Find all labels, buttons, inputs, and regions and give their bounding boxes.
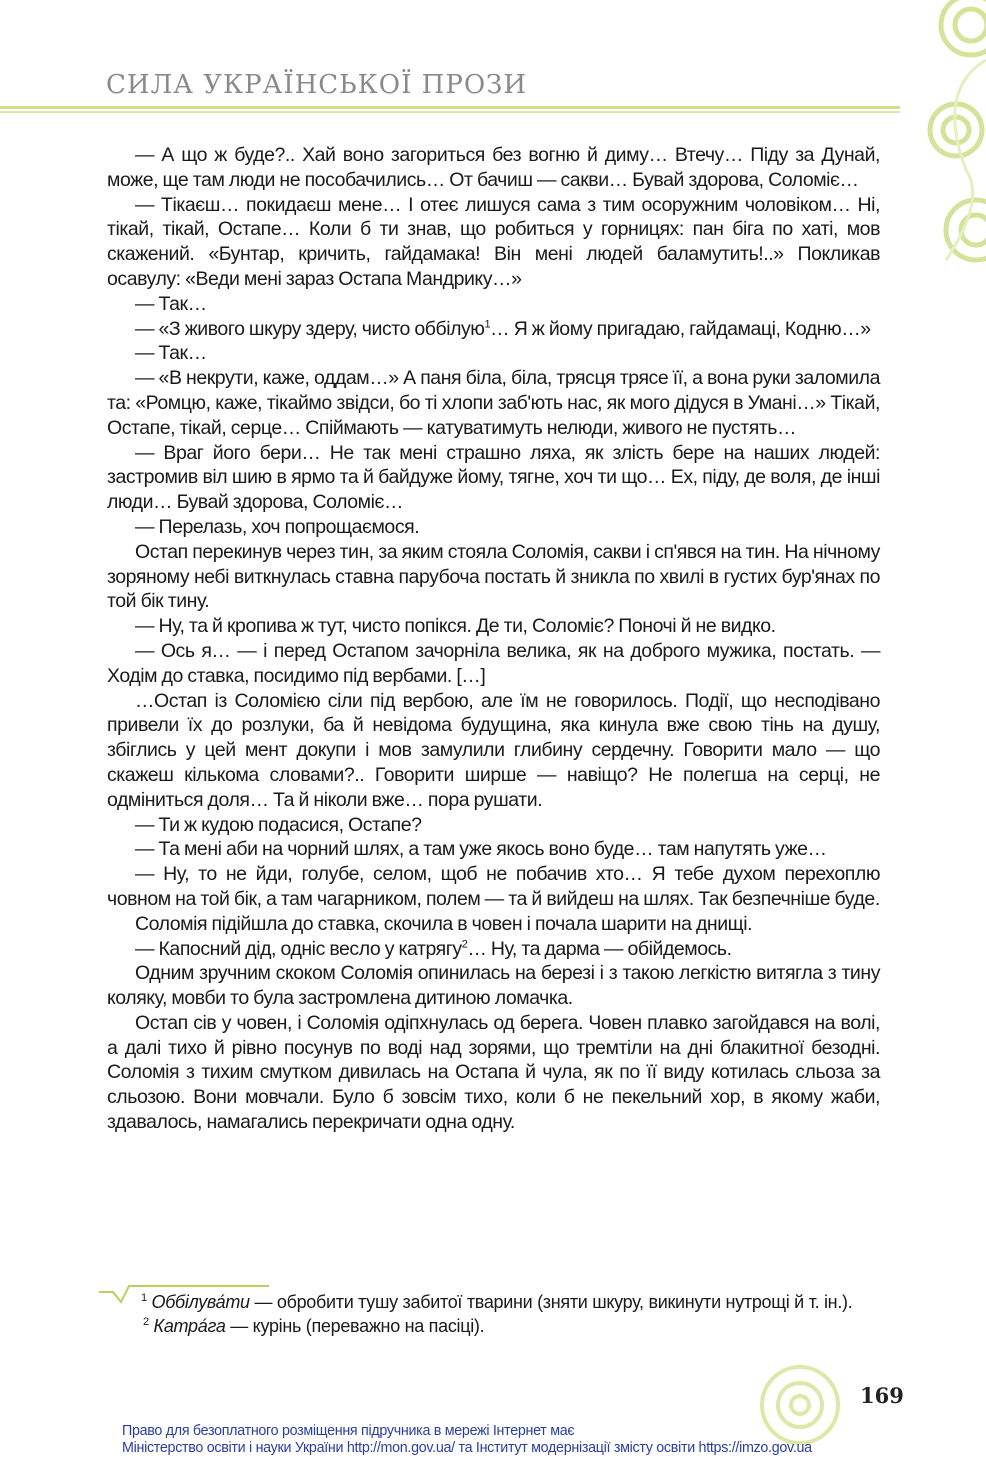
paragraph: [107, 639, 880, 689]
paragraph: [107, 937, 880, 962]
paragraph: [107, 1011, 880, 1135]
paragraph-text: — Так…: [135, 342, 207, 365]
license-notice: [122, 1423, 812, 1457]
paragraph-text: … Я ж йому пригадаю, гайдамаці, Кодню…»: [490, 317, 871, 340]
footnote-number: 2: [143, 1316, 149, 1328]
footnote-term: Катра́га: [153, 1316, 226, 1336]
footnote-reference[interactable]: 2: [461, 938, 468, 950]
paragraph: [107, 813, 880, 838]
decorative-swirl-icon: [876, 0, 986, 300]
paragraph: [107, 366, 880, 440]
story-text: [107, 143, 880, 1135]
license-line-2: Міністерство освіти і науки України http://mon.gov.ua/ та Інститут модернізації змісту освіти https://imzo.gov.ua: [122, 1440, 812, 1456]
paragraph: [107, 317, 880, 342]
paragraph-text: — «З живого шкуру здеру, чисто оббілую: [135, 317, 485, 340]
paragraph: [107, 515, 880, 540]
paragraph-text: Остап сів у човен, і Соломія одіпхнулась од берега. Човен плавко загойдався на волі, а далі тихо й рівно посунув по воді над зорями, що тремтіли на дні блакитної безодні. Соломія з тихим смутком дивилась на Остапа й чула, як по її виду котилась сльоза за сльозою. Вони мовчали. Було б зовсім тихо, коли б не пекельний хор, в якому жаби, здавалось, намагались перекричати одна одну.: [107, 1011, 880, 1134]
paragraph: [107, 912, 880, 937]
paragraph-text: …Остап із Соломією сіли під вербою, але їм не говорилось. Події, що несподівано привели їх до розлуки, ба й невідома будущина, яка кинула вже свою тінь на душу, збіглись у цей мент докупи і мов замулили глибину сердечну. Говорити мало — що скажеш кількома словами?.. Говорити ширше — навіщо? Не полегша на серці, не одміниться доля… Та й ніколи вже… пора рушати.: [107, 689, 880, 811]
paragraph-text: — Враг його бери… Не так мені страшно ляха, як злість бере на наших людей: застромив віл шию в ярмо та й байдуже йому, тягне, хоч ти що… Ех, піду, де воля, де інші люди… Бувай здорова, Соломіє…: [107, 441, 880, 514]
paragraph-text: — Ось я… — і перед Остапом зачорніла велика, як на доброго мужика, постать. — Ходім до ставка, посидимо під вербами. […]: [107, 639, 880, 687]
paragraph-text: — Капосний дід, одніс весло у катрягу: [135, 937, 462, 960]
paragraph: [107, 689, 880, 813]
paragraph-text: — Ти ж кудою подасися, Остапе?: [135, 813, 422, 836]
paragraph-text: Остап перекинув через тин, за яким стояла Соломія, сакви і сп'явся на тин. На нічному зоряному небі виткнулась ставна парубоча постать й зникла по хвилі в густих бур'янах по той бік тину.: [107, 540, 880, 613]
paragraph-text: — Ну, то не йди, голубе, селом, щоб не побачив хто… Я тебе духом перехоплю човном на той бік, а там чагарником, полем — та й вийдеш на шлях. Так безпечніше буде.: [107, 863, 880, 910]
footnote-2: [107, 1314, 880, 1338]
page-number: 169: [860, 1383, 904, 1408]
section-title: СИЛА УКРАЇНСЬКОЇ ПРОЗИ: [106, 70, 528, 100]
paragraph: [107, 614, 880, 639]
paragraph: [107, 441, 880, 515]
footnote-term: Оббілува́ти: [151, 1292, 250, 1312]
paragraph-text: — Перелазь, хоч попрощаємося.: [135, 515, 420, 538]
paragraph-text: — Ну, та й кропива ж тут, чисто попікся. Де ти, Соломіє? Поночі й не видко.: [135, 615, 776, 638]
paragraph: [107, 143, 880, 193]
paragraph: [107, 341, 880, 366]
license-line-1: Право для безоплатного розміщення підручника в мережі Інтернет має: [122, 1423, 575, 1439]
paragraph-text: … Ну, та дарма — обійдемось.: [467, 937, 732, 960]
paragraph: [107, 862, 880, 912]
paragraph: [107, 193, 880, 292]
footnote-definition: — курінь (переважно на пасіці).: [225, 1316, 485, 1336]
paragraph-text: — «В некрути, каже, оддам…» А паня біла, біла, трясця трясе її, а вона руки заломила та: «Ромцю, каже, тікаймо звідси, бо ті хлопи заб'ють нас, як мого дідуся в Умані…» Тікай, Остапе, тікай, серце… Спіймають — катуватимуть нелюди, живого не пустять…: [107, 367, 880, 439]
paragraph-text: Соломія підійшла до ставка, скочила в човен і почала шарити на днищі.: [135, 912, 753, 935]
paragraph-text: Одним зручним скоком Соломія опинилась на березі і з такою легкістю витягла з тину коляку, мовби то була застромлена дитиною ломачка.: [107, 962, 880, 1010]
footnote-reference[interactable]: 1: [484, 318, 491, 331]
paragraph-text: — Так…: [135, 292, 207, 315]
paragraph: [107, 540, 880, 614]
footnotes: [107, 1290, 880, 1338]
paragraph-text: — Тікаєш… покидаєш мене… І отеє лишуся сама з тим осоружним чоловіком… Ні, тікай, тікай, Остапе… Коли б ти знав, що робиться у горницях: пан біга по хаті, мов скажений. «Бунтар, кричить, гайдамака! Він мені людей баламутить!..» Покликав осавулу: «Веди мені зараз Остапа Мандрику…»: [107, 193, 880, 290]
header-divider: [0, 106, 900, 109]
paragraph-text: — Та мені аби на чорний шлях, а там уже якось воно буде… там напутять уже…: [135, 838, 827, 861]
footnote-number: 1: [141, 1292, 147, 1304]
footnote-definition: — обробити тушу забитої тварини (зняти шкуру, викинути нутрощі й т. ін.).: [249, 1292, 853, 1312]
paragraph: [107, 837, 880, 862]
footnote-marker-icon: [99, 1284, 269, 1304]
paragraph-text: — А що ж буде?.. Хай воно загориться без вогню й диму… Втечу… Піду за Дунай, може, ще там люди не пособачились… От бачиш — сакви… Бувай здорова, Соломіє…: [107, 144, 880, 191]
paragraph: [107, 961, 880, 1011]
header-divider-secondary: [0, 111, 900, 113]
paragraph: [107, 292, 880, 317]
